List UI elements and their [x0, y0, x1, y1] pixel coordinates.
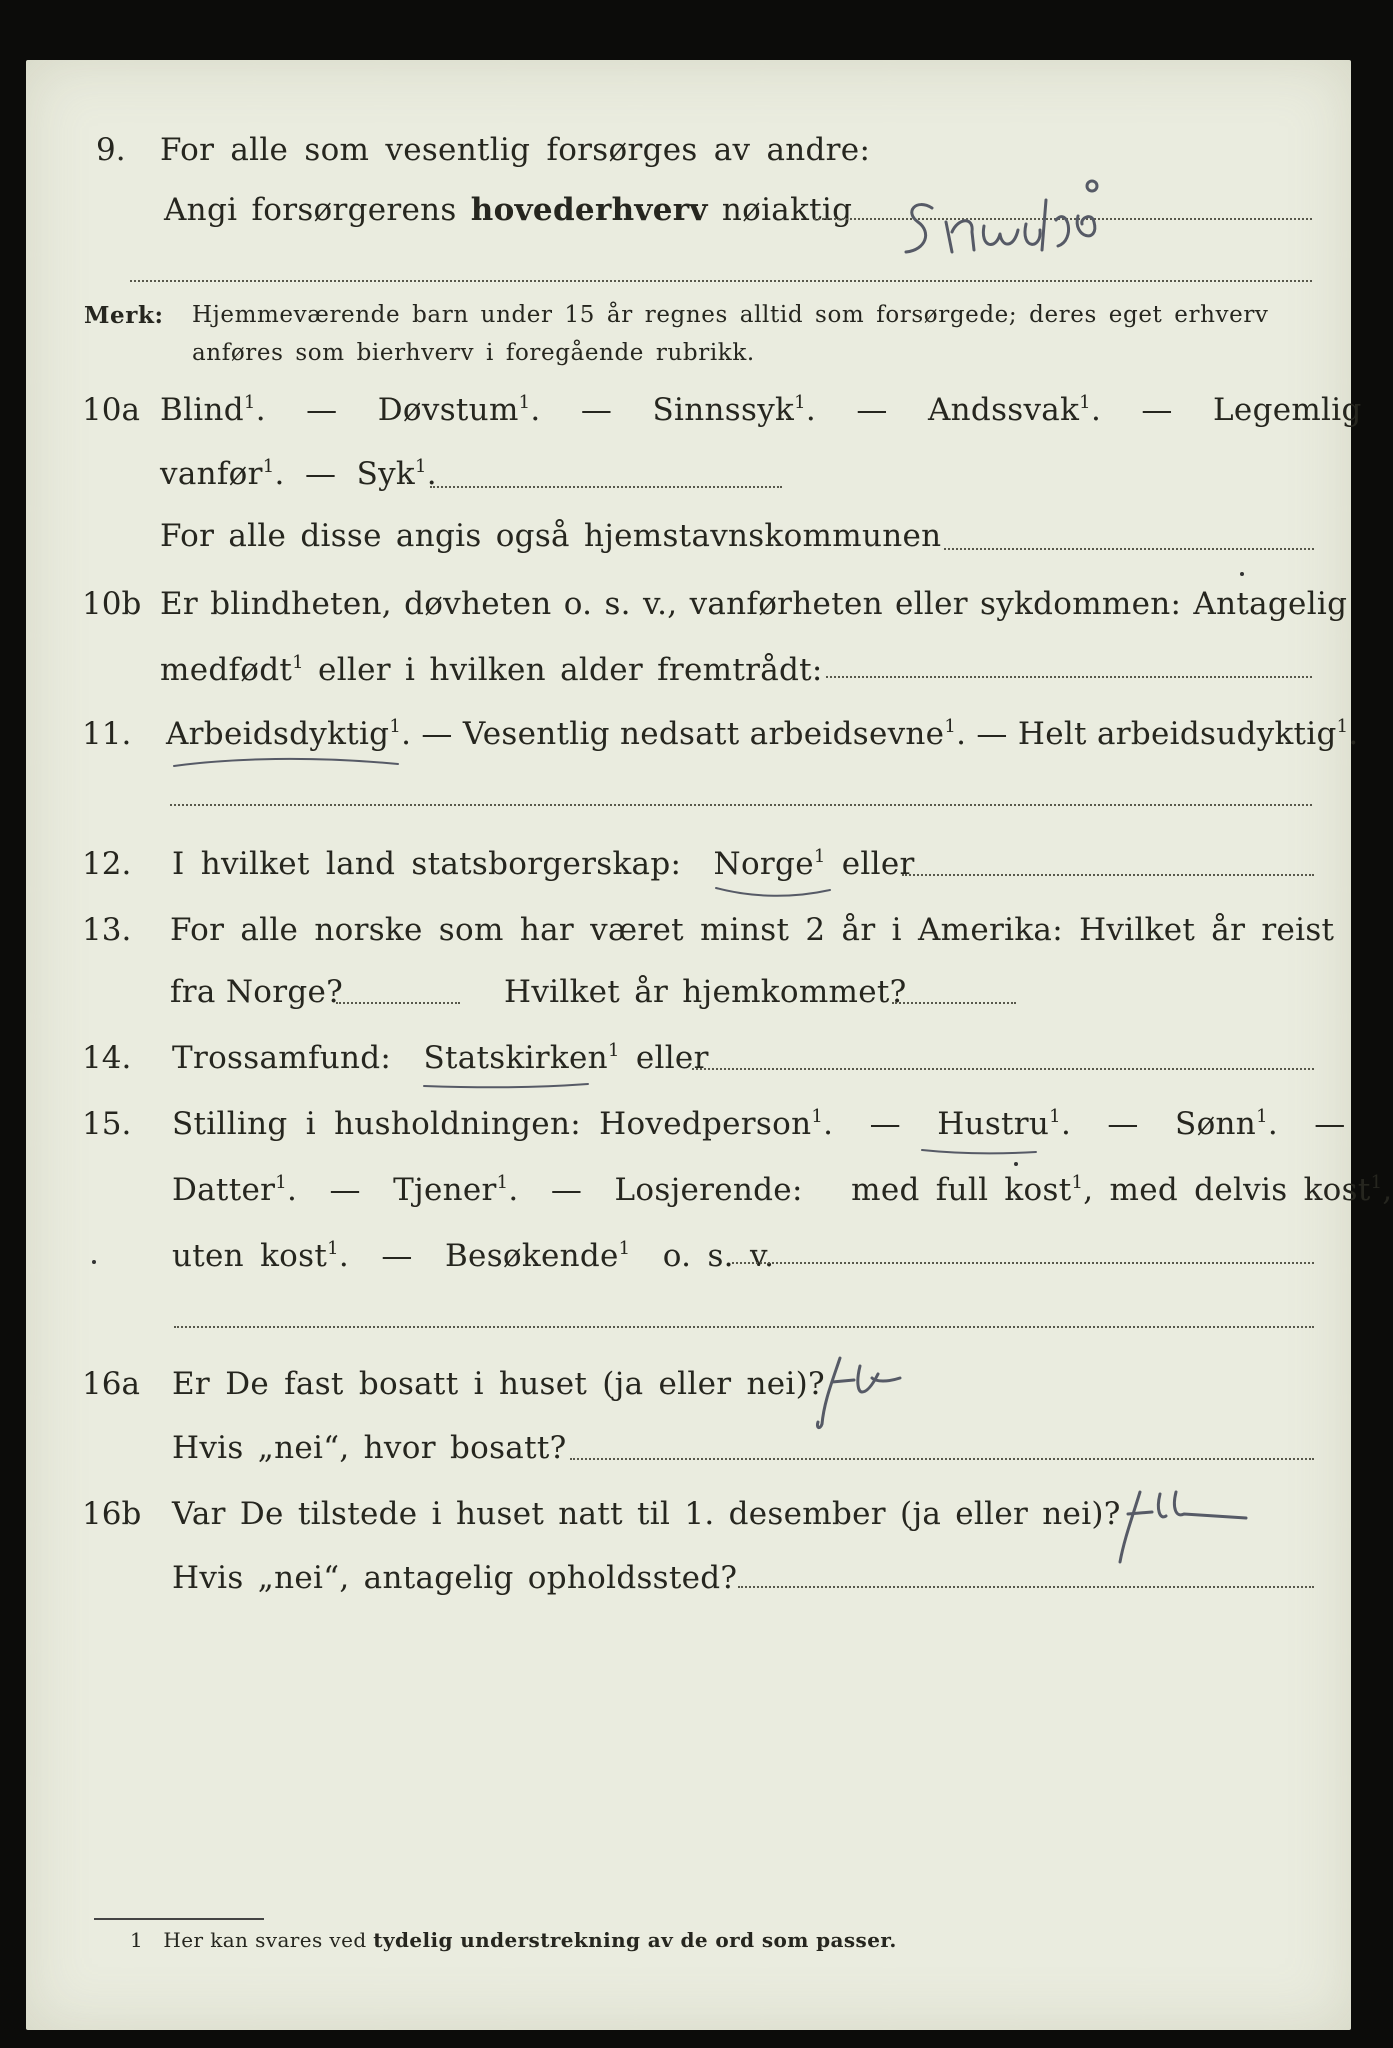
q13-line2-b: Hvilket år hjemkommet? [504, 974, 907, 1010]
q15-answer-line [732, 1262, 1314, 1264]
q13-line2-a: fra Norge? [170, 974, 344, 1010]
merk-line1: Hjemmeværende barn under 15 år regnes alltid som forsørgede; deres eget erhverv [192, 302, 1269, 328]
q11-number: 11. [82, 716, 132, 752]
q13-line1: For alle norske som har været minst 2 år i Amerika: Hvilket år reist [170, 912, 1335, 948]
merk-line2: anføres som bierhverv i foregående rubrikk. [192, 340, 755, 366]
pencil-dot [92, 1260, 96, 1264]
q12-number: 12. [82, 846, 132, 882]
q11-answer-line [170, 804, 1312, 806]
census-form-page [26, 60, 1393, 2030]
q16a-line1: Er De fast bosatt i huset (ja eller nei)? [172, 1366, 825, 1402]
pencil-dot [1014, 1162, 1018, 1166]
q15-number: 15. [82, 1106, 132, 1142]
q9-line1: For alle som vesentlig forsørges av andre: [160, 132, 871, 168]
q15-line1: Stilling i husholdningen: Hovedperson$^1$. — Hustru$^1$. — Sønn$^1$. — [172, 1106, 1346, 1142]
q9-line2-bold: hovederhverv [470, 192, 708, 228]
q15-line2: Datter$^1$. — Tjener$^1$. — Losjerende: med full kost$^1$, med delvis kost$^1$, [172, 1172, 1393, 1208]
q16a-number: 16a [82, 1366, 140, 1402]
q10a-number: 10a [82, 392, 140, 428]
q16b-handwritten-answer [1098, 1484, 1258, 1568]
q15-underline-mark [920, 1144, 1040, 1160]
q11-line: Arbeidsdyktig$^1$. — Vesentlig nedsatt arbeidsevne$^1$. — Helt arbeidsudyktig$^1$. [166, 716, 1359, 752]
q10b-line1: Er blindheten, døvheten o. s. v., vanførheten eller sykdommen: Antagelig [160, 586, 1348, 622]
footnote-rule [94, 1918, 264, 1920]
q10a-line1: Blind$^1$. — Døvstum$^1$. — Sinnssyk$^1$. — Andssvak$^1$. — Legemlig [160, 392, 1362, 428]
q10a-line3: For alle disse angis også hjemstavnskommunen [160, 518, 942, 554]
q14-number: 14. [82, 1040, 132, 1076]
q10a-hjemstavn-line [944, 548, 1314, 550]
q16b-line1: Var De tilstede i huset natt til 1. desember (ja eller nei)? [172, 1496, 1121, 1532]
q12-line: I hvilket land statsborgerskap: Norge$^1$ eller [172, 846, 915, 882]
q13-hjemkommet-line [892, 1002, 1016, 1004]
q14-answer-line [692, 1068, 1314, 1070]
q9-answer-line-2 [130, 280, 1312, 282]
q13-number: 13. [82, 912, 132, 948]
q12-underline-mark [714, 882, 834, 902]
q9-handwritten-answer [896, 160, 1156, 260]
q16b-line2: Hvis „nei“, antagelig opholdssted? [172, 1560, 738, 1596]
q10a-syk-line [430, 486, 782, 488]
q14-underline-mark [422, 1078, 592, 1094]
q16a-handwritten-answer [802, 1352, 912, 1432]
merk-label: Merk: [84, 302, 164, 329]
q14-line: Trossamfund: Statskirken$^1$ eller [172, 1040, 709, 1076]
q13-reist-line [336, 1002, 460, 1004]
q11-underline-mark [172, 754, 402, 774]
q16a-line2: Hvis „nei“, hvor bosatt? [172, 1430, 567, 1466]
footnote: 1 Her kan svares ved tydelig understrekning av de ord som passer. [130, 1928, 897, 1952]
q9-number: 9. [96, 132, 126, 168]
q10a-line2: vanfør$^1$. — Syk$^1$. [160, 456, 437, 492]
q16b-number: 16b [82, 1496, 142, 1532]
q12-answer-line [902, 874, 1314, 876]
q10b-number: 10b [82, 586, 142, 622]
q15-answer-line-2 [174, 1326, 1314, 1328]
q9-line2: Angi forsørgerens hovederhverv nøiaktig [164, 192, 853, 228]
pencil-dot [1240, 572, 1244, 576]
q10b-answer-line [826, 676, 1312, 678]
q16b-answer-line [738, 1586, 1314, 1588]
q16a-answer-line [570, 1458, 1314, 1460]
q15-line3: uten kost$^1$. — Besøkende$^1$ o. s. v. [172, 1238, 775, 1274]
q10b-line2: medfødt$^1$ eller i hvilken alder fremtrådt: [160, 652, 823, 688]
